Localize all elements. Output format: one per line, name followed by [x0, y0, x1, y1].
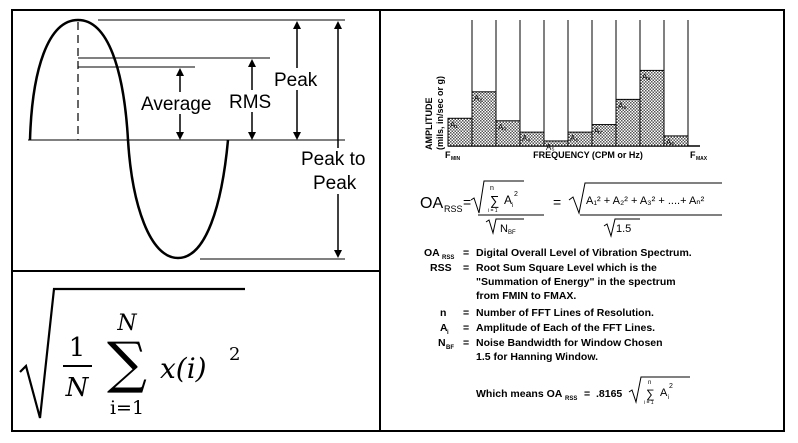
eq-oa-sub: RSS	[444, 204, 463, 214]
oa-rss-equation	[420, 181, 722, 236]
eq-equals-2: =	[553, 194, 562, 210]
spectrum-bar-label: A₃	[498, 122, 507, 132]
definition-text: Root Sum Square Level which is the	[476, 262, 657, 274]
definition-term-sub: BF	[446, 345, 454, 351]
peak-to-peak-arrow-head-up	[334, 21, 342, 29]
which-means-a-exp: 2	[669, 383, 673, 390]
definition-equals: =	[463, 262, 470, 274]
peak-to-peak-arrow-head-down	[334, 250, 342, 258]
definition-term-sub: i	[447, 330, 449, 336]
average-arrow-head-down	[176, 132, 184, 140]
definition-text: Noise Bandwidth for Window Chosen	[476, 337, 663, 349]
definition-equals: =	[463, 247, 470, 259]
formula-sum-lower: i=1	[109, 397, 145, 419]
spectrum-bar-label: A₉	[642, 72, 651, 82]
definition-text: Amplitude of Each of the FFT Lines.	[476, 322, 656, 334]
rms-formula-panel	[12, 271, 380, 431]
definition-term-sub: RSS	[442, 255, 455, 261]
formula-term: x(i)	[160, 352, 207, 385]
eq-sigma: ∑	[490, 193, 500, 208]
average-arrow-head-up	[176, 68, 184, 76]
which-means-text: Which means OA	[476, 388, 563, 400]
bars-group	[448, 20, 688, 146]
eq-a-sub: i	[512, 203, 514, 209]
eq-denominator-value: 1.5	[616, 223, 632, 235]
peak-label: Peak	[274, 70, 318, 91]
formula-numerator: 1	[68, 333, 86, 363]
definition-text: 1.5 for Hanning Window.	[476, 351, 599, 363]
rms-formula	[20, 289, 245, 419]
definition-equals: =	[463, 337, 470, 349]
eq-nbf-sub: BF	[508, 230, 516, 236]
spectrum-bar-label: A₇	[594, 126, 603, 136]
y-axis-label-1: AMPLITUDE	[424, 97, 434, 150]
definition-term: OA	[424, 247, 440, 259]
x-axis-label: FREQUENCY (CPM or Hz)	[533, 150, 643, 160]
formula-sigma: ∑	[107, 331, 147, 396]
definition-term: RSS	[430, 262, 452, 274]
eq-oa: OA	[420, 195, 444, 212]
fmin-label: F	[445, 150, 451, 160]
definition-nbf	[438, 337, 663, 363]
definition-text: Number of FFT Lines of Resolution.	[476, 307, 654, 319]
spectrum-bar-label: Aₙ	[666, 137, 675, 147]
definition-n	[440, 307, 654, 319]
which-means-sub: RSS	[565, 396, 578, 402]
spectrum-bar-label: A₂	[474, 93, 483, 103]
eq-a: A	[504, 193, 513, 207]
which-means-equation	[476, 377, 690, 406]
peak-to-peak-label-line1: Peak to	[301, 149, 366, 170]
peak-arrow-head-down	[293, 132, 301, 140]
waveform-diagram	[28, 20, 374, 259]
fmin-subscript: MIN	[451, 156, 461, 162]
definition-term: n	[440, 307, 447, 319]
spectrum-bar-label: A₅	[546, 142, 555, 152]
spectrum-bar-label: A₁	[450, 120, 459, 130]
average-label: Average	[141, 94, 212, 115]
which-means-sum-upper: n	[648, 380, 652, 386]
eq-sum-upper: n	[490, 185, 494, 192]
definitions-list	[424, 247, 692, 363]
definition-rss	[430, 262, 676, 302]
definition-equals: =	[463, 322, 470, 334]
eq-expanded: A₁² + A₂² + A₃² + ....+ Aₙ²	[586, 195, 705, 207]
spectrum-panel	[380, 10, 784, 431]
spectrum-bar-9	[640, 70, 664, 146]
definition-term: N	[438, 337, 446, 349]
which-means-a: A	[660, 387, 668, 399]
fmax-label: F	[690, 150, 696, 160]
peak-to-peak-label-line2: Peak	[313, 173, 357, 194]
rms-arrow-head-up	[248, 59, 256, 67]
spectrum-bar-label: A₈	[618, 101, 627, 111]
rms-label: RMS	[229, 92, 272, 113]
sine-negative-half	[128, 140, 228, 258]
definition-term: A	[440, 322, 448, 334]
which-means-sum-lower: i = 1	[644, 400, 654, 406]
sine-positive-half	[30, 20, 128, 140]
spectrum-bar-chart	[424, 20, 708, 162]
eq-equals-1: =	[463, 194, 472, 210]
fmax-subscript: MAX	[696, 156, 708, 162]
eq-sum-lower: i = 1	[488, 208, 498, 214]
formula-sum-upper: N	[117, 311, 137, 336]
formula-exponent: 2	[229, 344, 241, 365]
spectrum-bar-label: A₆	[570, 134, 579, 144]
which-means-sigma: ∑	[646, 387, 655, 401]
definition-text: from FMIN to FMAX.	[476, 290, 577, 302]
formula-denominator: N	[65, 373, 89, 403]
definition-text: "Summation of Energy" in the spectrum	[476, 276, 676, 288]
eq-nbf: N	[500, 223, 508, 235]
definition-ai	[440, 322, 655, 336]
definition-equals: =	[463, 307, 470, 319]
which-means-coef: .8165	[596, 388, 623, 400]
which-means-a-sub: i	[668, 395, 670, 401]
which-means-equals: =	[584, 388, 591, 400]
definition-text: Digital Overall Level of Vibration Spectrum.	[476, 247, 692, 259]
peak-arrow-head-up	[293, 21, 301, 29]
rms-arrow-head-down	[248, 132, 256, 140]
definition-oa	[424, 247, 692, 261]
y-axis-label-2: (mils, in/sec or g)	[435, 75, 445, 150]
eq-a-exp: 2	[514, 191, 518, 198]
spectrum-bar-label: A₄	[522, 134, 531, 144]
